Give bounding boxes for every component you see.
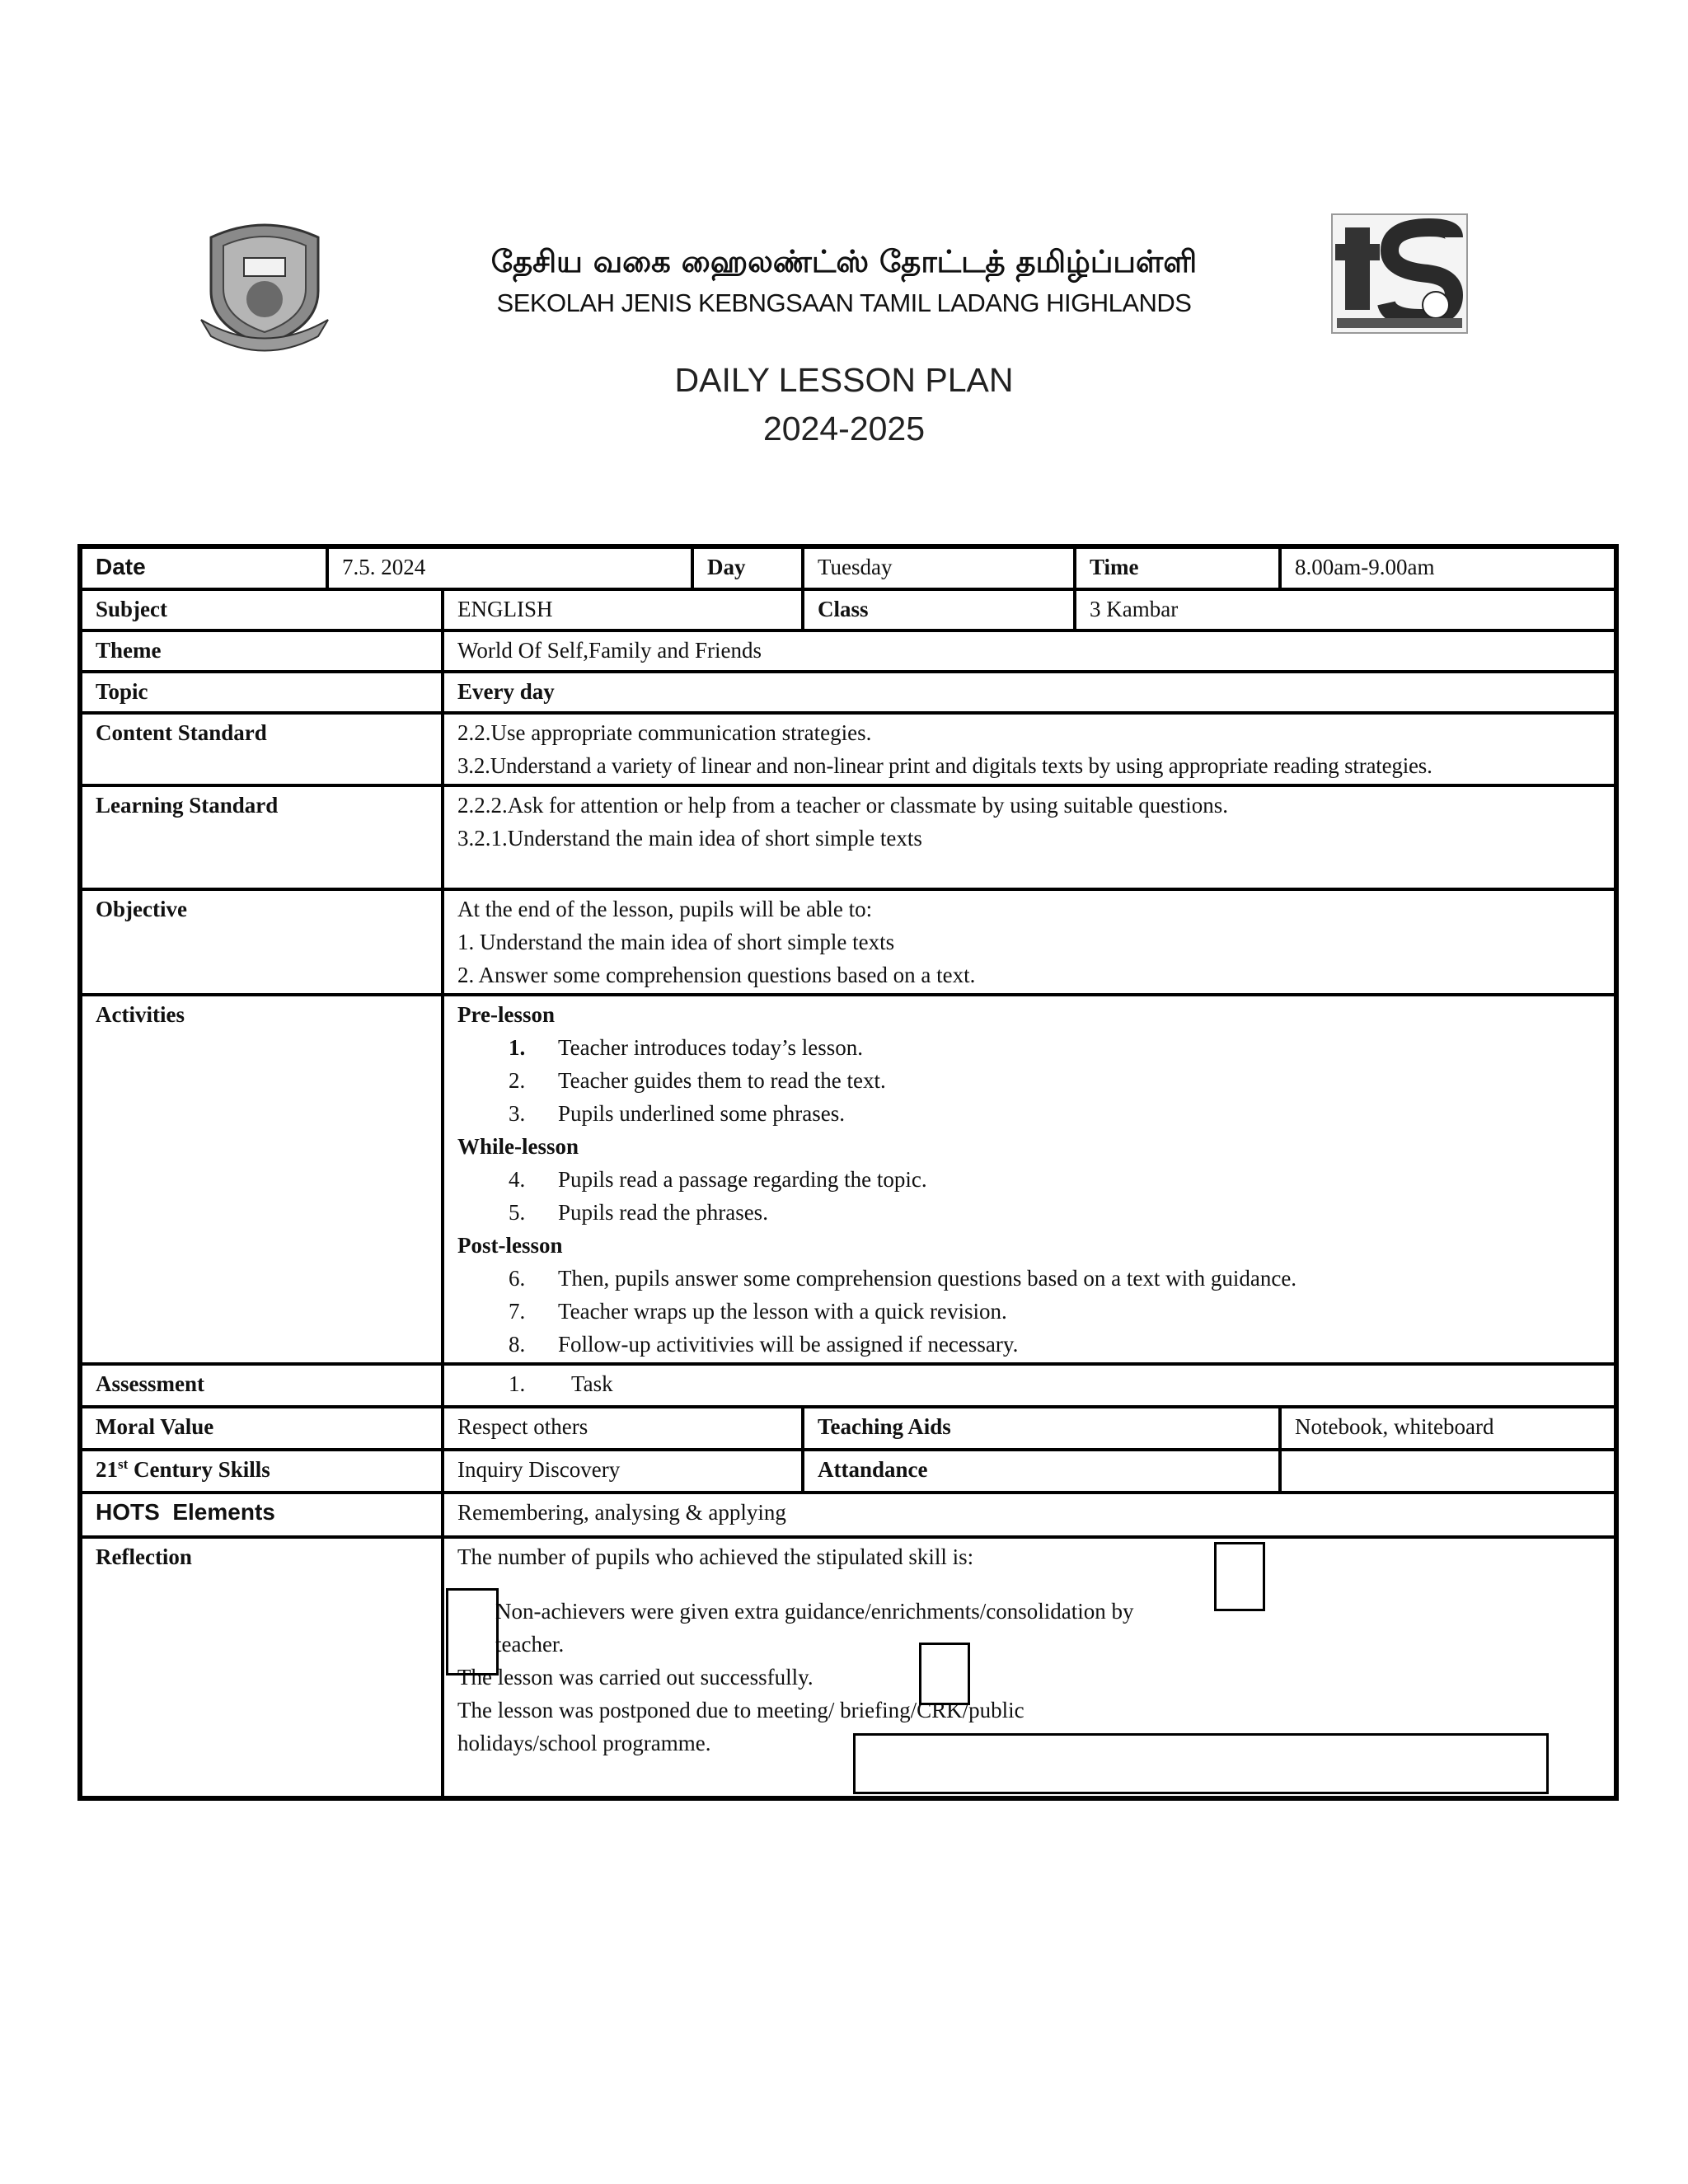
post-lesson-steps [457, 1262, 1601, 1361]
attendance-value [1280, 1450, 1616, 1493]
list-item: 5. Pupils read the phrases. [509, 1200, 768, 1225]
objective-value [443, 889, 1616, 995]
row-activities [80, 995, 1616, 1364]
class-label: Class [803, 589, 1075, 630]
school-name-malay: SEKOLAH JENIS KEBNGSAAN TAMIL LADANG HIGHLANDS [496, 288, 1192, 317]
reflection-line: holidays/school programme. [457, 1731, 711, 1755]
learning-standard-label: Learning Standard [80, 785, 443, 889]
row-reflection [80, 1537, 1616, 1798]
learning-standard-line: 2.2.2.Ask for attention or help from a teacher or classmate by using suitable questions. [457, 793, 1229, 818]
pre-lesson-heading: Pre-lesson [457, 1002, 555, 1027]
content-standard-line: 3.2.Understand a variety of linear and non-linear print and digitals texts by using appropriate reading strategies. [457, 753, 1432, 778]
academic-year: 2024-2025 [762, 410, 926, 448]
reflection-label: Reflection [80, 1537, 443, 1798]
content-standard-value [443, 713, 1616, 785]
row-skills [80, 1450, 1616, 1493]
objective-line: 2. Answer some comprehension questions based on a text. [457, 963, 976, 987]
row-objective [80, 889, 1616, 995]
attendance-label: Attandance [803, 1450, 1280, 1493]
skills-label: 21st Century Skills [80, 1450, 443, 1493]
non-achievers-checkbox[interactable] [446, 1588, 499, 1675]
achievers-count-box[interactable] [1214, 1542, 1265, 1611]
reflection-line: Non-achievers were given extra guidance/enrichments/consolidation by [495, 1599, 1134, 1624]
learning-standard-line: 3.2.1.Understand the main idea of short simple texts [457, 826, 922, 851]
teaching-aids-label: Teaching Aids [803, 1407, 1280, 1450]
list-item: 4. Pupils read a passage regarding the topic. [509, 1167, 927, 1192]
assessment-label: Assessment [80, 1364, 443, 1407]
row-theme [80, 630, 1616, 672]
list-item: 8. Follow-up activitivies will be assigned if necessary. [509, 1332, 1019, 1357]
list-item: 2. Teacher guides them to read the text. [509, 1068, 886, 1093]
list-item: 1. Task [509, 1371, 613, 1396]
row-date [80, 546, 1616, 589]
reflection-line: The lesson was carried out successfully. [457, 1665, 814, 1690]
assessment-list [457, 1367, 1601, 1400]
reflection-value [443, 1537, 1616, 1798]
subject-value: ENGLISH [443, 589, 803, 630]
list-item: 7. Teacher wraps up the lesson with a quick revision. [509, 1299, 1007, 1324]
day-label: Day [692, 546, 803, 589]
hots-value: Remembering, analysing & applying [443, 1493, 1616, 1537]
topic-value: Every day [443, 672, 1616, 713]
skills-value: Inquiry Discovery [443, 1450, 803, 1493]
row-content-standard [80, 713, 1616, 785]
theme-value: World Of Self,Family and Friends [443, 630, 1616, 672]
lesson-successful-checkbox[interactable] [919, 1643, 970, 1705]
subject-label: Subject [80, 589, 443, 630]
document-title: DAILY LESSON PLAN [674, 361, 1014, 399]
objective-label: Objective [80, 889, 443, 995]
reflection-line: The lesson was postponed due to meeting/ briefing/CRK/public [457, 1698, 1025, 1722]
day-value: Tuesday [803, 546, 1075, 589]
list-item: 1. Teacher introduces today’s lesson. [509, 1035, 863, 1060]
postponed-remarks-box[interactable] [853, 1733, 1549, 1794]
topic-label: Topic [80, 672, 443, 713]
objective-line: 1. Understand the main idea of short simple texts [457, 930, 895, 954]
moral-value-value: Respect others [443, 1407, 803, 1450]
row-hots [80, 1493, 1616, 1537]
row-topic [80, 672, 1616, 713]
reflection-line: teacher. [495, 1632, 565, 1657]
assessment-value [443, 1364, 1616, 1407]
row-learning-standard [80, 785, 1616, 889]
objective-line: At the end of the lesson, pupils will be able to: [457, 897, 873, 921]
while-lesson-heading: While-lesson [457, 1134, 579, 1159]
time-label: Time [1075, 546, 1280, 589]
document-header [0, 0, 1688, 494]
school-name-tamil: தேசிய வகை ஹைலண்ட்ஸ் தோட்டத் தமிழ்ப்பள்ளி [490, 244, 1198, 279]
content-standard-line: 2.2.Use appropriate communication strategies. [457, 720, 872, 745]
row-assessment [80, 1364, 1616, 1407]
pre-lesson-steps [457, 1031, 1601, 1130]
row-subject [80, 589, 1616, 630]
date-label: Date [80, 546, 327, 589]
moral-value-label: Moral Value [80, 1407, 443, 1450]
lesson-plan-table [77, 544, 1619, 1801]
date-value: 7.5. 2024 [327, 546, 692, 589]
theme-label: Theme [80, 630, 443, 672]
content-standard-label: Content Standard [80, 713, 443, 785]
row-moral-value [80, 1407, 1616, 1450]
learning-standard-value [443, 785, 1616, 889]
teaching-aids-value: Notebook, whiteboard [1280, 1407, 1616, 1450]
activities-value [443, 995, 1616, 1364]
class-value: 3 Kambar [1075, 589, 1616, 630]
activities-label: Activities [80, 995, 443, 1364]
list-item: 6. Then, pupils answer some comprehension questions based on a text with guidance. [509, 1266, 1297, 1291]
while-lesson-steps [457, 1163, 1601, 1229]
reflection-line: The number of pupils who achieved the stipulated skill is: [457, 1544, 974, 1569]
post-lesson-heading: Post-lesson [457, 1233, 563, 1258]
list-item: 3. Pupils underlined some phrases. [509, 1101, 845, 1126]
time-value: 8.00am-9.00am [1280, 546, 1616, 589]
hots-label: HOTS Elements [80, 1493, 443, 1537]
